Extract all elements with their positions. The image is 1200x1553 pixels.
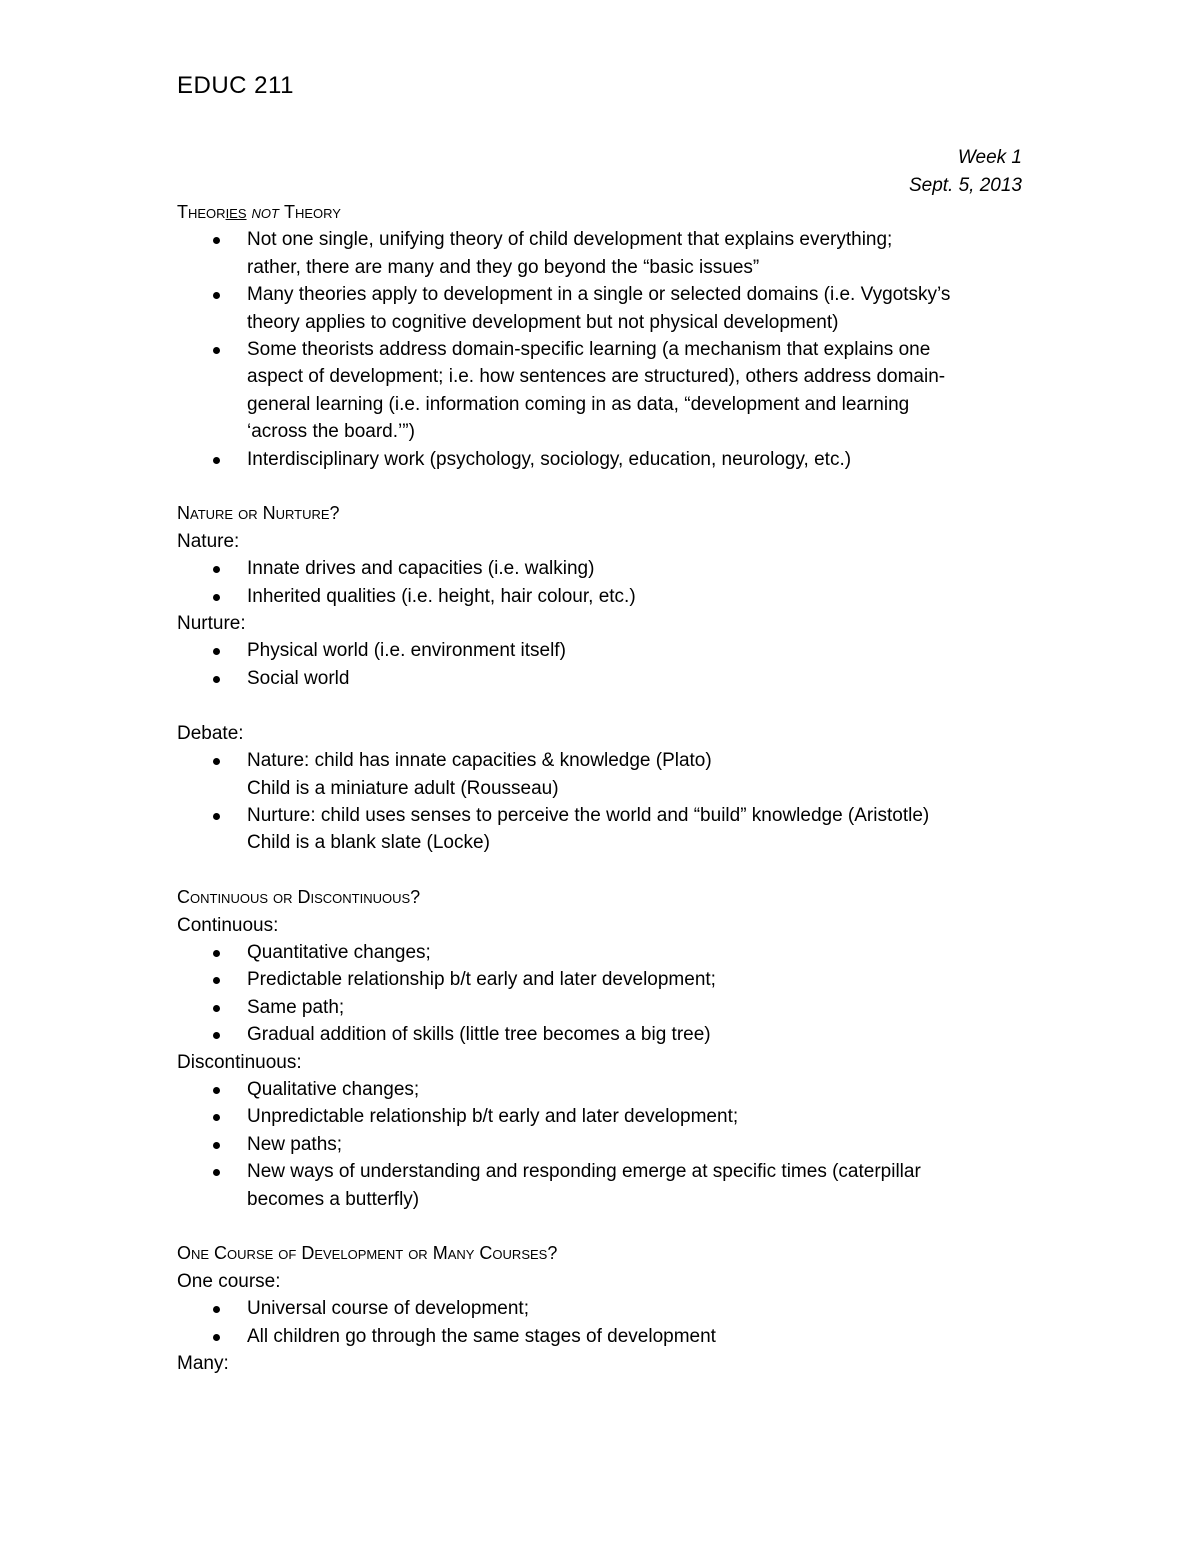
bullet-icon	[213, 1032, 220, 1039]
list-item	[177, 994, 1027, 1021]
list-item	[177, 1103, 1027, 1130]
line: Same path;	[247, 996, 345, 1018]
bullet-icon	[213, 237, 220, 244]
list-theories	[177, 226, 1027, 473]
line: theory applies to cognitive development but not physical development)	[247, 311, 839, 333]
line: Unpredictable relationship b/t early and later development;	[247, 1106, 739, 1128]
bullet-icon	[213, 1114, 220, 1121]
bullet-icon	[213, 1005, 220, 1012]
list-continuous	[177, 939, 1027, 1049]
bullet-icon	[213, 1087, 220, 1094]
bullet-icon	[213, 457, 220, 464]
list-item	[177, 281, 1027, 336]
line: Nature: child has innate capacities & knowledge (Plato)	[247, 750, 712, 772]
list-item	[177, 446, 1027, 473]
line: rather, there are many and they go beyond the “basic issues”	[247, 256, 760, 278]
bullet-icon	[213, 292, 220, 299]
line: Child is a blank slate (Locke)	[247, 832, 490, 854]
bullet-icon	[213, 813, 220, 820]
label-discontinuous: Discontinuous:	[177, 1051, 302, 1073]
line: Not one single, unifying theory of child development that explains everything;	[247, 229, 893, 251]
label-one-course: One course:	[177, 1270, 281, 1292]
bullet-icon	[213, 758, 220, 765]
bullet-icon	[213, 1142, 220, 1149]
bullet-icon	[213, 1306, 220, 1313]
line: Physical world (i.e. environment itself)	[247, 640, 566, 662]
bullet-icon	[213, 1334, 220, 1341]
heading-continuous: Continuous or Discontinuous?	[177, 887, 421, 908]
list-item	[177, 226, 1027, 281]
list-nurture	[177, 637, 1027, 692]
line: general learning (i.e. information coming in as data, “development and learning	[247, 393, 910, 415]
line: Predictable relationship b/t early and later development;	[247, 969, 716, 991]
label-nature: Nature:	[177, 530, 240, 552]
bullet-icon	[213, 347, 220, 354]
bullet-icon	[213, 594, 220, 601]
line: Social world	[247, 667, 350, 689]
list-item	[177, 637, 1027, 664]
line: ‘across the board.’”)	[247, 421, 415, 443]
line: Inherited qualities (i.e. height, hair colour, etc.)	[247, 585, 636, 607]
label-nurture: Nurture:	[177, 613, 246, 635]
heading-part: Theor	[177, 202, 226, 222]
list-item	[177, 1021, 1027, 1048]
list-debate	[177, 747, 1027, 857]
notes-content	[177, 199, 1027, 1377]
line: New paths;	[247, 1133, 343, 1155]
line: Quantitative changes;	[247, 941, 431, 963]
date-block	[909, 144, 1022, 200]
list-discontinuous	[177, 1076, 1027, 1213]
label-debate: Debate:	[177, 722, 244, 744]
heading-underlined: ies	[225, 202, 247, 222]
heading-italic: not	[246, 202, 284, 222]
list-item	[177, 665, 1027, 692]
line: becomes a butterfly)	[247, 1188, 420, 1210]
line: Innate drives and capacities (i.e. walking)	[247, 558, 595, 580]
line: Qualitative changes;	[247, 1078, 420, 1100]
list-item	[177, 555, 1027, 582]
date-label: Sept. 5, 2013	[908, 175, 1022, 196]
list-item	[177, 1295, 1027, 1322]
list-item	[177, 802, 1027, 857]
heading-course: One Course of Development or Many Courses?	[177, 1243, 558, 1264]
line: Universal course of development;	[247, 1298, 529, 1320]
list-item	[177, 1158, 1027, 1213]
line: Child is a miniature adult (Rousseau)	[247, 777, 559, 799]
line: Some theorists address domain-specific learning (a mechanism that explains one	[247, 339, 931, 361]
list-nature	[177, 555, 1027, 610]
line: All children go through the same stages of development	[247, 1325, 716, 1347]
list-item	[177, 336, 1027, 446]
list-item	[177, 1131, 1027, 1158]
label-continuous: Continuous:	[177, 914, 279, 936]
list-item	[177, 1076, 1027, 1103]
line: aspect of development; i.e. how sentences are structured), others address domain-	[247, 366, 946, 388]
label-many: Many:	[177, 1353, 229, 1374]
bullet-icon	[213, 950, 220, 957]
line: Gradual addition of skills (little tree becomes a big tree)	[247, 1024, 711, 1046]
line: New ways of understanding and responding emerge at specific times (caterpillar	[247, 1161, 921, 1183]
line: Interdisciplinary work (psychology, sociology, education, neurology, etc.)	[247, 448, 852, 470]
bullet-icon	[213, 566, 220, 573]
line: Nurture: child uses senses to perceive the world and “build” knowledge (Aristotle)	[247, 804, 930, 826]
course-title: EDUC 211	[177, 72, 294, 99]
list-item	[177, 747, 1027, 802]
list-one-course	[177, 1295, 1027, 1350]
week-label: Week 1	[957, 147, 1022, 168]
heading-part: Theory	[283, 202, 341, 222]
bullet-icon	[213, 676, 220, 683]
list-item	[177, 1323, 1027, 1350]
bullet-icon	[213, 1169, 220, 1176]
bullet-icon	[213, 648, 220, 655]
line: Many theories apply to development in a single or selected domains (i.e. Vygotsky’s	[247, 284, 951, 306]
list-item	[177, 966, 1027, 993]
heading-theories	[177, 199, 1027, 226]
list-item	[177, 583, 1027, 610]
list-item	[177, 939, 1027, 966]
bullet-icon	[213, 977, 220, 984]
heading-nature-nurture: Nature or Nurture?	[177, 503, 340, 524]
